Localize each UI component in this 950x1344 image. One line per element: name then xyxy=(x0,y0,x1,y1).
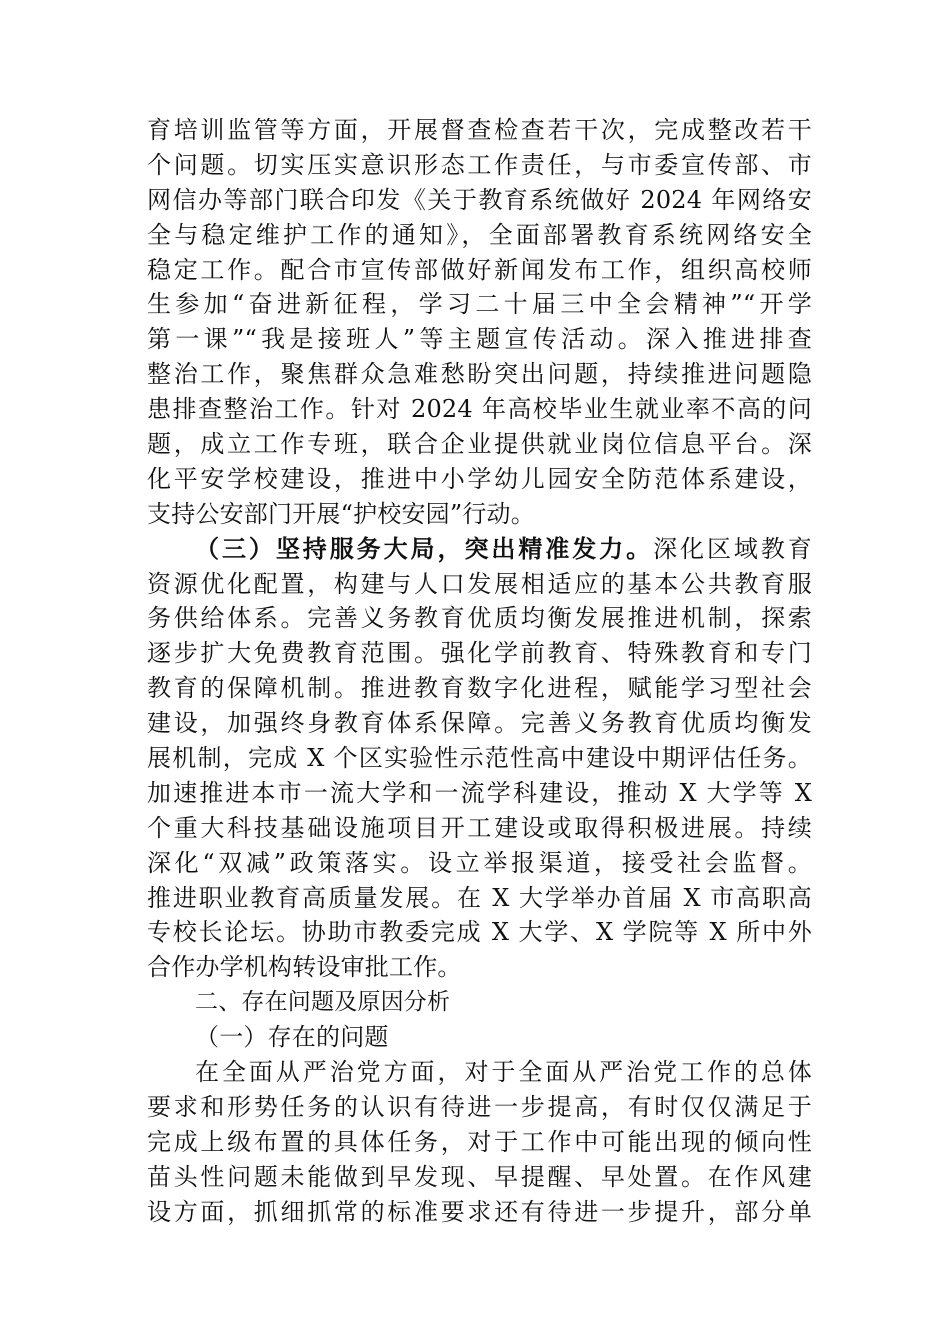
section-heading: 二、存在问题及原因分析 xyxy=(195,989,451,1016)
document-body xyxy=(147,113,812,1230)
text-line: 育培训监管等方面，开展督查检查若干次，完成整改若干 xyxy=(147,116,812,144)
text-line: 在全面从严治党方面，对于全面从严治党工作的总体 xyxy=(195,1058,812,1087)
text-line: 合作办学机构转设审批工作。 xyxy=(147,953,462,982)
text-line: 全与稳定维护工作的通知》，全面部署教育系统网络安全 xyxy=(147,220,812,249)
text-line: 展机制，完成 X 个区实验性示范性高中建设中期评估任务。 xyxy=(147,744,812,773)
text-line: 专校长论坛。协助市教委完成 X 大学、X 学院等 X 所中外 xyxy=(147,918,812,947)
text-line: 题，成立工作专班，联合企业提供就业岗位信息平台。深 xyxy=(147,430,812,459)
text-line: 个问题。切实压实意识形态工作责任，与市委宣传部、市 xyxy=(147,150,812,179)
text-line: 逐步扩大免费教育范围。强化学前教育、特殊教育和专门 xyxy=(147,639,812,668)
text-line: 资源优化配置，构建与人口发展相适应的基本公共教育服 xyxy=(147,569,812,598)
text-line: 生参加“奋进新征程，学习二十届三中全会精神”“开学 xyxy=(147,290,812,319)
text-line: 要求和形势任务的认识有待进一步提高，有时仅仅满足于 xyxy=(147,1092,812,1121)
text-line: 第一课”“我是接班人”等主题宣传活动。深入推进排查 xyxy=(147,325,812,354)
text-line: 稳定工作。配合市宣传部做好新闻发布工作，组织高校师 xyxy=(147,255,812,284)
text-line: 苗头性问题未能做到早发现、早提醒、早处置。在作风建 xyxy=(147,1162,812,1191)
text-line: 教育的保障机制。推进教育数字化进程，赋能学习型社会 xyxy=(147,674,812,703)
text-line: 支持公安部门开展“护校安园”行动。 xyxy=(147,499,535,528)
text-line: 建设，加强终身教育体系保障。完善义务教育优质均衡发 xyxy=(147,709,812,738)
text-line: 个重大科技基础设施项目开工建设或取得积极进展。持续 xyxy=(147,813,812,842)
subsection-heading: （一）存在的问题 xyxy=(195,1023,389,1052)
section-lead-line xyxy=(147,532,812,567)
text-line: 患排查整治工作。针对 2024 年高校毕业生就业率不高的问 xyxy=(147,395,812,424)
text-line: 推进职业教育高质量发展。在 X 大学举办首届 X 市高职高 xyxy=(147,883,812,912)
text-line: 网信办等部门联合印发《关于教育系统做好 2024 年网络安 xyxy=(147,185,812,214)
text-line: 加速推进本市一流大学和一流学科建设，推动 X 大学等 X xyxy=(147,778,812,807)
text-line: 整治工作，聚焦群众急难愁盼突出问题，持续推进问题隐 xyxy=(147,360,812,389)
text-line: 完成上级布置的具体任务，对于工作中可能出现的倾向性 xyxy=(147,1127,812,1156)
text-line: 化平安学校建设，推进中小学幼儿园安全防范体系建设， xyxy=(147,464,812,493)
text-line: 深化“双减”政策落实。设立举报渠道，接受社会监督。 xyxy=(147,848,812,877)
text-line: 务供给体系。完善义务教育优质均衡发展推进机制，探索 xyxy=(147,604,812,633)
section-lead-rest: 深化区域教育 xyxy=(653,534,813,563)
section-lead: （三）坚持服务大局，突出精准发力。 xyxy=(195,534,654,563)
text-line: 设方面，抓细抓常的标准要求还有待进一步提升，部分单 xyxy=(147,1197,812,1226)
